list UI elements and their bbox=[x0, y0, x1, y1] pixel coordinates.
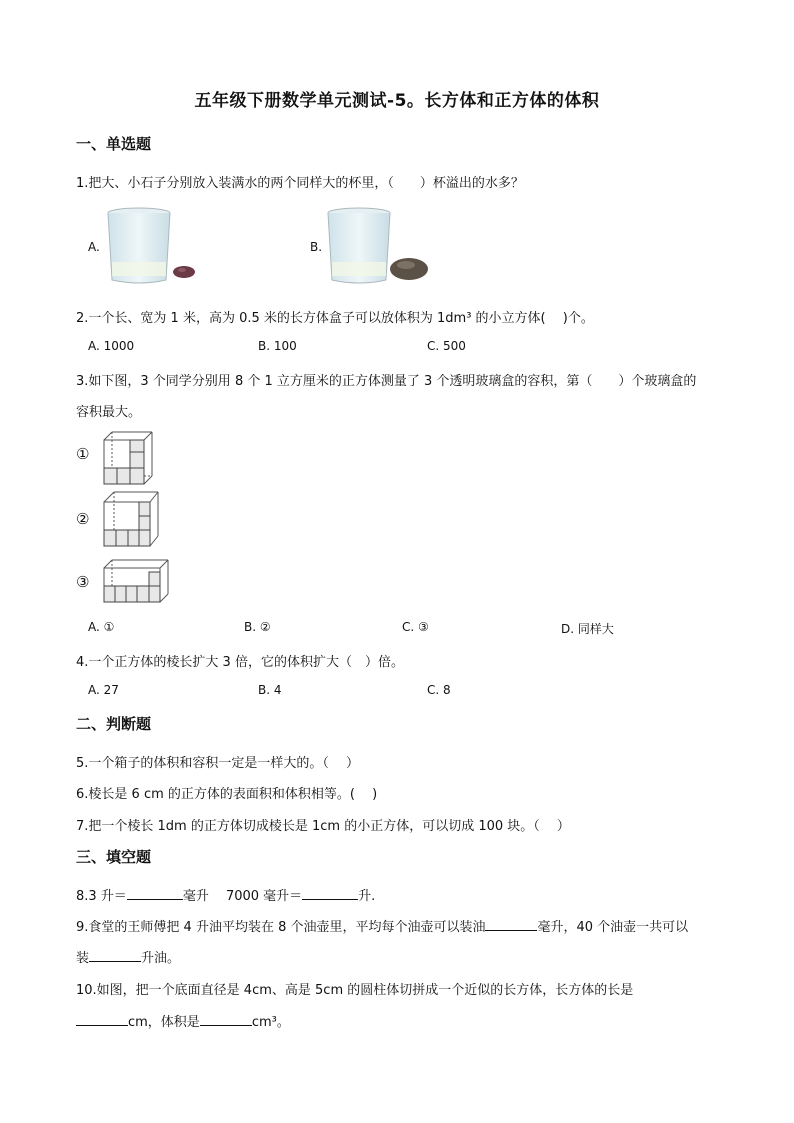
question-1-option-b: B. bbox=[310, 240, 323, 254]
question-8 bbox=[76, 885, 375, 904]
question-10-line-1: 10.如图，把一个底面直径是 4cm、高是 5cm 的圆柱体切拼成一个近似的长方体，长方体的长是 bbox=[76, 983, 634, 998]
question-8-part-1: 8.3 升＝ bbox=[76, 889, 127, 904]
question-3-option-a: A. ① bbox=[88, 620, 115, 634]
question-10-part-3: cm³。 bbox=[251, 1015, 290, 1030]
page-title: 五年级下册数学单元测试-5。长方体和正方体的体积 bbox=[194, 91, 600, 111]
question-2-option-a: A. 1000 bbox=[88, 339, 135, 353]
question-4-option-c: C. 8 bbox=[427, 683, 451, 697]
question-3-text-line-2: 容积最大。 bbox=[76, 405, 142, 420]
answer-blank-9b[interactable] bbox=[89, 949, 141, 962]
question-8-part-3: 升. bbox=[358, 889, 376, 904]
figure-3-label: ③ bbox=[76, 573, 90, 591]
question-4-text: 4.一个正方体的棱长扩大 3 倍，它的体积扩大（ ）倍。 bbox=[76, 655, 404, 670]
section-heading-fill-in: 三、填空题 bbox=[76, 848, 152, 866]
question-3-option-c: C. ③ bbox=[402, 620, 429, 634]
answer-blank-8b[interactable] bbox=[302, 887, 358, 900]
answer-blank-10a[interactable] bbox=[76, 1013, 128, 1026]
question-2-option-b: B. 100 bbox=[258, 339, 297, 353]
answer-blank-8a[interactable] bbox=[127, 887, 183, 900]
question-1-text: 1.把大、小石子分别放入装满水的两个同样大的杯里，（ ）杯溢出的水多？ bbox=[76, 176, 524, 191]
question-9-part-1: 9.食堂的王师傅把 4 升油平均装在 8 个油壶里，平均每个油壶可以装油 bbox=[76, 920, 486, 935]
question-7-text: 7.把一个棱长 1dm 的正方体切成棱长是 1cm 的小正方体，可以切成 100 块。（ ） bbox=[76, 819, 570, 834]
question-9-line-2 bbox=[76, 947, 180, 966]
glass-box-figure-1 bbox=[102, 430, 154, 486]
question-1-option-a: A. bbox=[88, 240, 100, 254]
question-4-option-a: A. 27 bbox=[88, 683, 119, 697]
figure-2-label: ② bbox=[76, 510, 90, 528]
glass-box-figure-2 bbox=[102, 490, 160, 548]
glass-with-small-stone-image bbox=[104, 206, 204, 288]
question-10-line-2 bbox=[76, 1011, 290, 1030]
question-3-option-d: D. 同样大 bbox=[561, 622, 614, 636]
question-9-part-2: 毫升，40 个油壶一共可以 bbox=[537, 920, 689, 935]
section-heading-true-false: 二、判断题 bbox=[76, 715, 152, 733]
question-4-option-b: B. 4 bbox=[258, 683, 282, 697]
question-3-option-b: B. ② bbox=[244, 620, 271, 634]
question-5-text: 5.一个箱子的体积和容积一定是一样大的。（ ） bbox=[76, 756, 360, 771]
figure-1-label: ① bbox=[76, 445, 90, 463]
question-9-part-3: 装 bbox=[76, 951, 90, 966]
question-3-text-line-1: 3.如下图，3 个同学分别用 8 个 1 立方厘米的正方体测量了 3 个透明玻璃盒的容积，第（ ）个玻璃盒的 bbox=[76, 374, 697, 389]
answer-blank-10b[interactable] bbox=[200, 1013, 252, 1026]
question-9-part-4: 升油。 bbox=[141, 951, 181, 966]
question-2-text: 2.一个长、宽为 1 米，高为 0.5 米的长方体盒子可以放体积为 1dm³ 的小立方体( )个。 bbox=[76, 311, 594, 326]
glass-with-large-stone-image bbox=[324, 206, 434, 288]
section-heading-single-choice: 一、单选题 bbox=[76, 135, 152, 153]
question-2-option-c: C. 500 bbox=[427, 339, 466, 353]
glass-box-figure-3 bbox=[102, 558, 170, 604]
question-10-part-2: cm，体积是 bbox=[128, 1015, 200, 1030]
question-8-part-2: 毫升 7000 毫升＝ bbox=[182, 889, 303, 904]
question-6-text: 6.棱长是 6 cm 的正方体的表面积和体积相等。( ) bbox=[76, 787, 378, 802]
question-9-line-1 bbox=[76, 916, 688, 935]
answer-blank-9a[interactable] bbox=[485, 918, 537, 931]
